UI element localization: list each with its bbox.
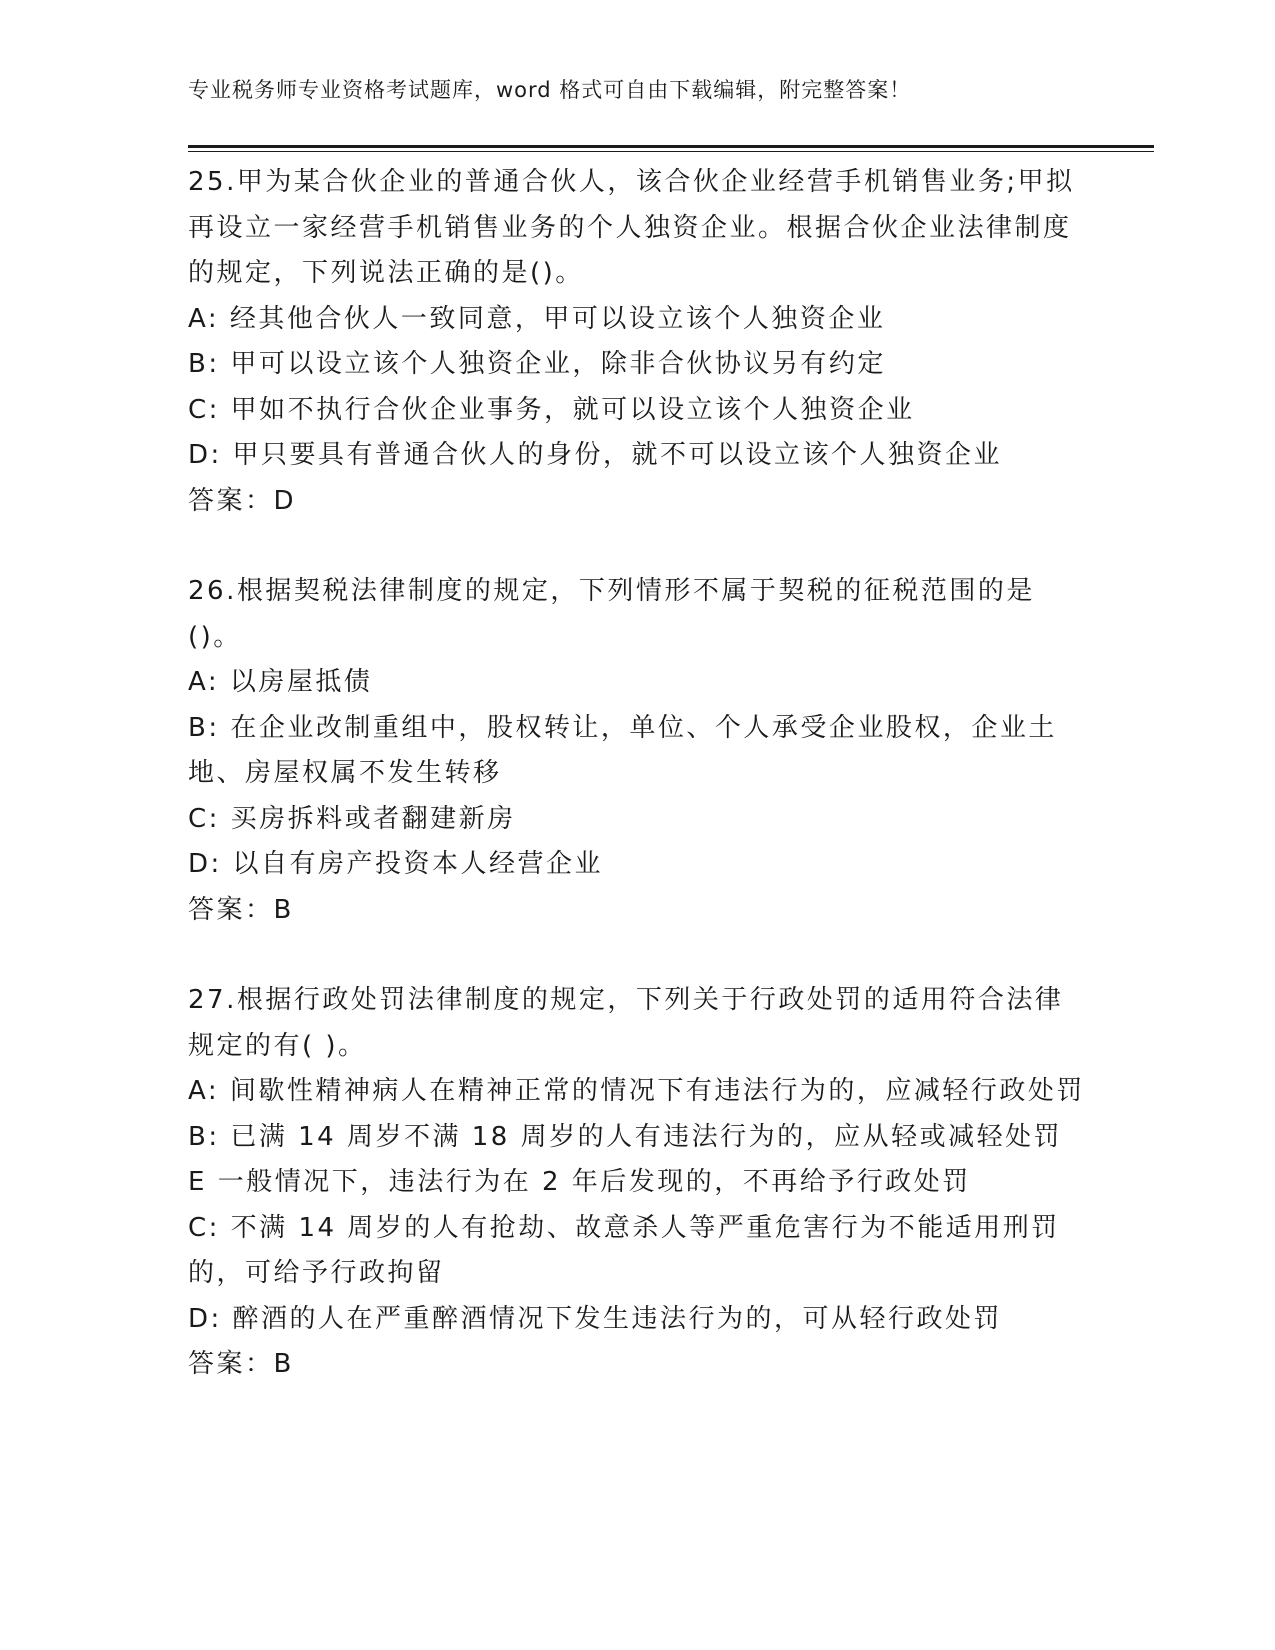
option-d: D: 甲只要具有普通合伙人的身份，就不可以设立该个人独资企业 [188,440,1003,470]
option-b: B: 已满 14 周岁不满 18 周岁的人有违法行为的，应从轻或减轻处罚 E 一般情况下，违法行为在 2 年后发现的，不再给予行政处罚 [188,1121,1063,1197]
answer: 答案：B [188,1349,294,1379]
question-stem: 26.根据契税法律制度的规定，下列情形不属于契税的征税范围的是()。 [188,576,1035,652]
option-c: C: 甲如不执行合伙企业事务，就可以设立该个人独资企业 [188,394,915,425]
header-rule-thin [188,151,1154,152]
option-d: D: 以自有房产投资本人经营企业 [188,849,604,879]
question-stem: 27.根据行政处罚法律制度的规定，下列关于行政处罚的适用符合法律规定的有( )。 [188,985,1064,1061]
option-b: B: 甲可以设立该个人独资企业，除非合伙协议另有约定 [188,349,886,379]
question-list [188,160,1088,1388]
option-a: A: 以房屋抵债 [188,667,373,697]
option-b: B: 在企业改制重组中，股权转让，单位、个人承受企业股权，企业土地、房屋权属不发生转移 [188,712,1057,788]
option-c: C: 买房拆料或者翻建新房 [188,803,516,834]
option-a: A: 经其他合伙人一致同意，甲可以设立该个人独资企业 [188,303,886,334]
answer: 答案：D [188,485,297,516]
answer: 答案：B [188,894,294,925]
option-c: C: 不满 14 周岁的人有抢劫、故意杀人等严重危害行为不能适用刑罚的，可给予行政拘留 [188,1212,1060,1288]
option-d: D: 醉酒的人在严重醉酒情况下发生违法行为的，可从轻行政处罚 [188,1303,1003,1334]
question-27 [188,978,1088,1388]
header-rule-thick [188,145,1154,148]
question-25 [188,160,1088,524]
option-a: A: 间歇性精神病人在精神正常的情况下有违法行为的，应减轻行政处罚 [188,1076,1085,1106]
page-header: 专业税务师专业资格考试题库，word 格式可自由下载编辑，附完整答案！ [188,78,912,102]
question-26 [188,569,1088,933]
question-stem: 25.甲为某合伙企业的普通合伙人，该合伙企业经营手机销售业务;甲拟再设立一家经营手机销售业务的个人独资企业。根据合伙企业法律制度的规定，下列说法正确的是()。 [188,167,1075,288]
